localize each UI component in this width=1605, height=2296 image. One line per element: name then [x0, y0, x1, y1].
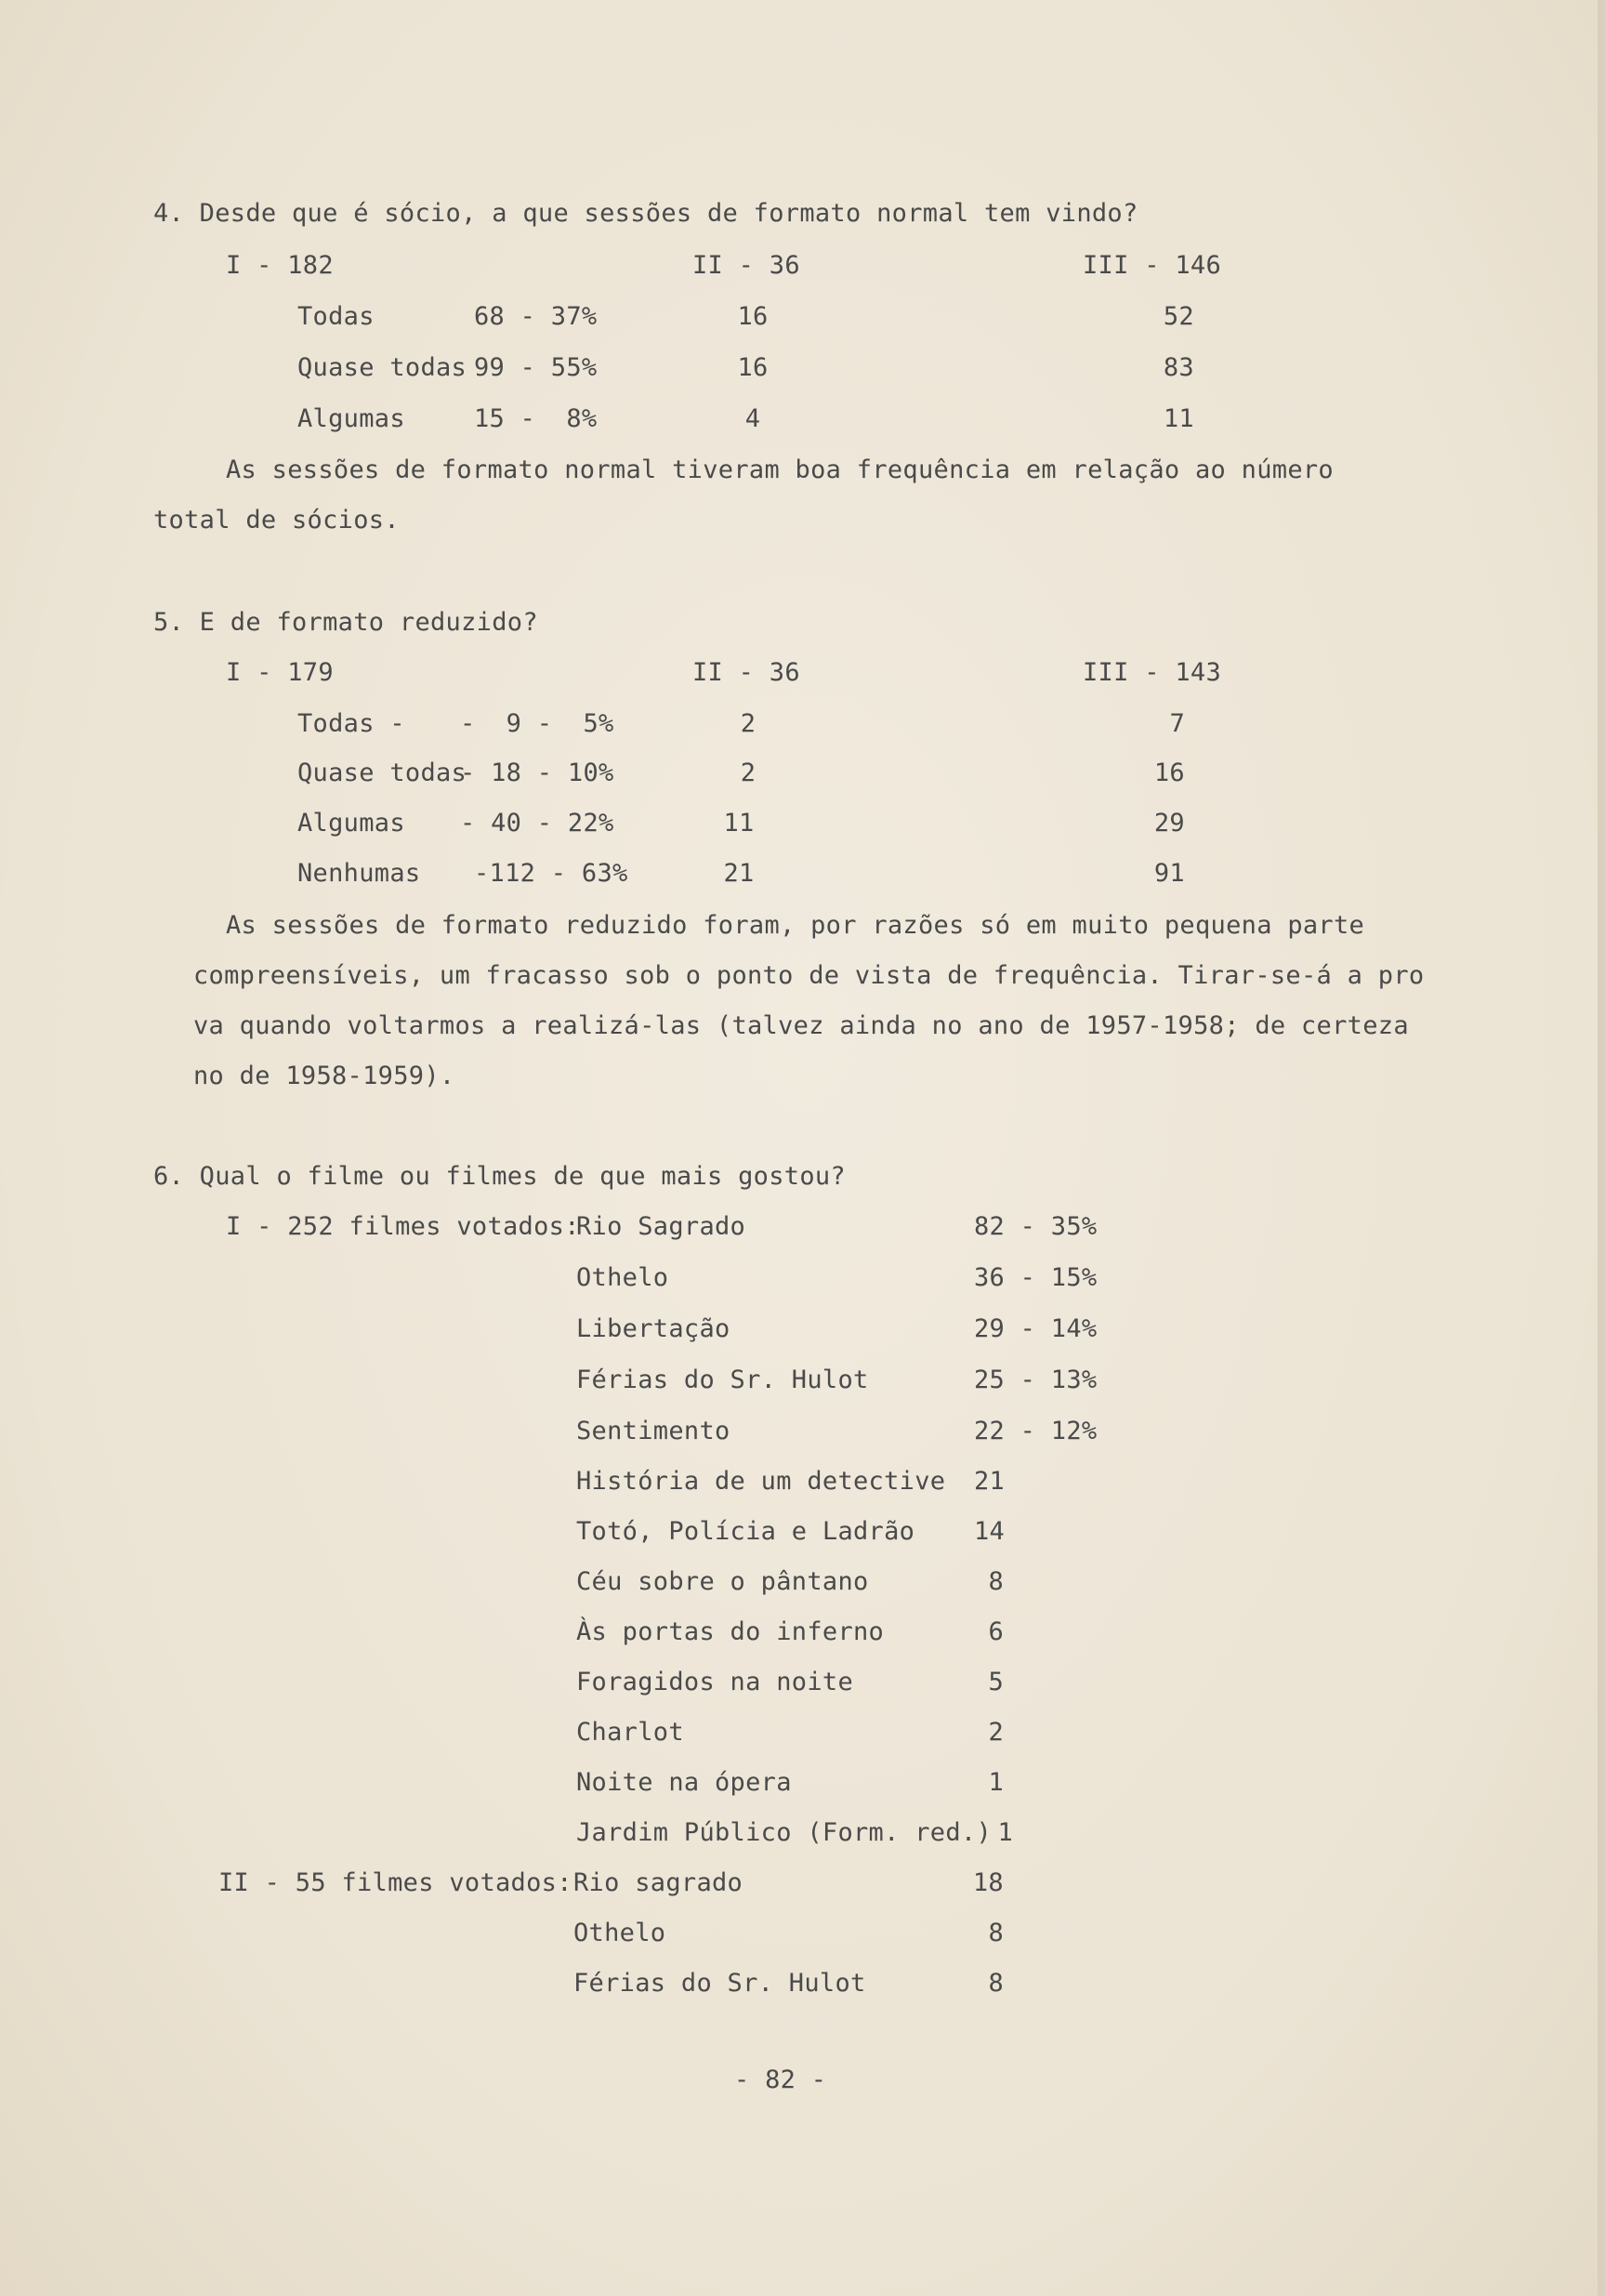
film-votes: 21 — [974, 1467, 1006, 1496]
q5-row-I: - 9 - 5% — [460, 709, 614, 738]
film-title: Jardim Público (Form. red.) — [576, 1818, 992, 1847]
film-title: Noite na ópera — [576, 1768, 792, 1797]
q5-row-II: 2 — [740, 709, 756, 738]
q5-comment-line-4: no de 1958-1959). — [193, 1062, 455, 1090]
q5-comment-line-2: compreensíveis, um fracasso sob o ponto de vista de frequência. Tirar-se-á a pro — [193, 961, 1425, 990]
film-title: Othelo — [573, 1919, 666, 1947]
film-votes: 8 — [988, 1567, 1004, 1596]
film-title: Às portas do inferno — [576, 1617, 885, 1646]
film-votes: 36 - 15% — [974, 1263, 1098, 1292]
q4-row-II: 16 — [737, 353, 769, 382]
q5-row-I: -112 - 63% — [474, 859, 628, 888]
q4-row-II: 16 — [737, 302, 769, 331]
film-title: Férias do Sr. Hulot — [576, 1366, 869, 1394]
q5-header-I: I - 179 — [226, 658, 334, 687]
q5-row-I: - 18 - 10% — [460, 759, 614, 787]
q5-row-II: 21 — [723, 859, 755, 888]
q6-group-II-label: II - 55 filmes votados: — [218, 1868, 572, 1897]
film-votes: 1 — [988, 1768, 1004, 1797]
film-title: Libertação — [576, 1314, 730, 1343]
q5-row-label: Todas - — [297, 709, 405, 738]
q4-header-I: I - 182 — [226, 251, 334, 280]
film-votes: 8 — [988, 1919, 1004, 1947]
q5-row-III: 7 — [1169, 709, 1185, 738]
film-votes: 1 — [997, 1818, 1013, 1847]
q4-comment-line-1: As sessões de formato normal tiveram boa frequência em relação ao número — [226, 455, 1334, 484]
film-title: Foragidos na noite — [576, 1668, 853, 1696]
film-votes: 6 — [988, 1617, 1004, 1646]
film-votes: 8 — [988, 1969, 1004, 1998]
film-title: Sentimento — [576, 1417, 730, 1445]
q4-question: 4. Desde que é sócio, a que sessões de formato normal tem vindo? — [153, 199, 1138, 228]
film-votes: 25 - 13% — [974, 1366, 1098, 1394]
page-edge — [1598, 0, 1605, 2296]
q5-row-II: 11 — [723, 809, 755, 838]
film-votes: 2 — [988, 1718, 1004, 1747]
q4-header-II: II - 36 — [692, 251, 800, 280]
film-votes: 29 - 14% — [974, 1314, 1098, 1343]
q5-row-label: Nenhumas — [297, 859, 421, 888]
q4-row-II: 4 — [744, 404, 761, 433]
film-votes: 18 — [972, 1868, 1004, 1897]
q6-group-I-label: I - 252 filmes votados: — [226, 1212, 580, 1241]
film-votes: 14 — [974, 1517, 1006, 1546]
film-title: História de um detective — [576, 1467, 946, 1496]
q5-row-I: - 40 - 22% — [460, 809, 614, 838]
q4-row-label: Todas — [297, 302, 375, 331]
q4-header-III: III - 146 — [1083, 251, 1221, 280]
film-title: Othelo — [576, 1263, 669, 1292]
film-votes: 82 - 35% — [974, 1212, 1098, 1241]
q4-row-I: 15 - 8% — [474, 404, 598, 433]
q5-row-label: Algumas — [297, 809, 405, 838]
film-title: Férias do Sr. Hulot — [573, 1969, 866, 1998]
film-votes: 5 — [988, 1668, 1004, 1696]
q4-row-III: 11 — [1163, 404, 1194, 433]
q4-row-label: Quase todas — [297, 353, 467, 382]
film-title: Charlot — [576, 1718, 684, 1747]
q4-row-label: Algumas — [297, 404, 405, 433]
q5-header-II: II - 36 — [692, 658, 800, 687]
film-title: Céu sobre o pântano — [576, 1567, 869, 1596]
film-title: Rio Sagrado — [576, 1212, 746, 1241]
q5-question: 5. E de formato reduzido? — [153, 608, 538, 637]
film-title: Totó, Polícia e Ladrão — [576, 1517, 915, 1546]
q4-comment-line-2: total de sócios. — [153, 506, 400, 534]
film-title: Rio sagrado — [573, 1868, 743, 1897]
film-votes: 22 - 12% — [974, 1417, 1098, 1445]
q5-row-label: Quase todas — [297, 759, 467, 787]
q5-row-III: 91 — [1153, 859, 1185, 888]
q6-question: 6. Qual o filme ou filmes de que mais gostou? — [153, 1162, 846, 1191]
page-number: - 82 - — [734, 2065, 827, 2094]
q4-row-III: 52 — [1163, 302, 1194, 331]
q5-row-II: 2 — [740, 759, 756, 787]
q5-header-III: III - 143 — [1083, 658, 1221, 687]
q5-row-III: 16 — [1153, 759, 1185, 787]
q5-row-III: 29 — [1153, 809, 1185, 838]
q4-row-III: 83 — [1163, 353, 1194, 382]
q4-row-I: 99 - 55% — [474, 353, 598, 382]
q5-comment-line-3: va quando voltarmos a realizá-las (talvez ainda no ano de 1957-1958; de certeza — [193, 1011, 1409, 1040]
q5-comment-line-1: As sessões de formato reduzido foram, por razões só em muito pequena parte — [226, 911, 1365, 940]
q4-row-I: 68 - 37% — [474, 302, 598, 331]
